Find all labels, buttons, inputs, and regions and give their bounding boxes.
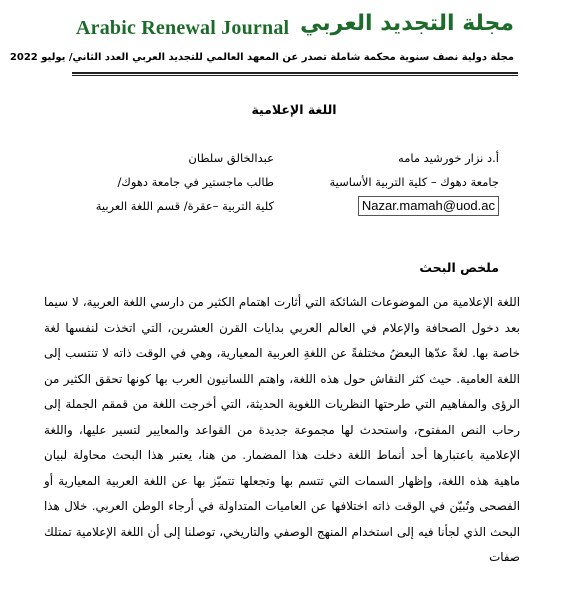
abstract-heading: ملخص البحث <box>419 260 499 275</box>
author-block-1 <box>329 146 499 218</box>
header-rule-thin <box>72 75 518 76</box>
header-rule <box>72 72 518 74</box>
paper-title: اللغة الإعلامية <box>251 102 337 117</box>
author-affiliation: كلية التربية –عقرة/ قسم اللغة العربية <box>95 199 274 213</box>
author-block-2 <box>96 146 274 218</box>
journal-name-arabic: مجلة التجديد العربي <box>300 11 514 36</box>
journal-header <box>0 0 588 80</box>
author-affiliation: جامعة دهوك – كلية التربية الأساسية <box>329 175 499 189</box>
abstract-text: اللغة الإعلامية من الموضوعات الشائكة التي أثارت اهتمام الكثير من دارسي اللغة العربية، لا سيما بعد دخول الصحافة والإعلام في العالم العربي بدايات القرن العشرين، التي اتخذت لنفسها لغة خاصة بها. لغةً عدّها البعضُ مختلفةً عن اللغةِ العربية المعيارية، وهي في الوقت ذاته لا تنتسب إلى اللغة العامية. حيث كثر النقاش حول هذه اللغة، واهتم اللسانيون العرب بها كونها تحقق الكثير من الرؤى والمفاهيم التي طرحتها النظريات اللغوية الحديثة، التي أخرجت اللغة من قمقم الجملة إلى رحاب النص المفتوح، واستحدث لها مجموعة جديدة من القواعد والمعايير لتسير عليها، واللغة الإعلامية باعتبارها أحد أنماط اللغة دخلت هذا المضمار. من هنا، يعتبر هذا البحث محاولة لبيان ماهية هذه اللغة، وإظهار السمات التي تتسم بها وتجعلها تتميّز بها عن اللغة العربية المعيارية أو الفصحى وتُبيّن في الوقت ذاته اختلافها عن العاميات المتداولة في أرجاء الوطن العربي. خلال هذا البحث الذي لجأنا فيه إلى استخدام المنهج الوصفي والتاريخي، توصلنا إلى أن اللغة الإعلامية تمتلك صفات <box>44 295 520 564</box>
author-role: طالب ماجستير في جامعة دهوك/ <box>117 175 274 189</box>
author-name: أ.د نزار خورشيد مامه <box>398 151 499 165</box>
abstract-body <box>44 290 520 571</box>
author-name: عبدالخالق سلطان <box>188 151 274 165</box>
author-email[interactable]: Nazar.mamah@uod.ac <box>358 196 499 216</box>
journal-name-english: Arabic Renewal Journal <box>76 17 290 39</box>
journal-subtitle: مجلة دولية نصف سنوية محكمة شاملة تصدر عن المعهد العالمي للتجديد العربي العدد الثاني/ يوليو 2022 <box>9 52 514 63</box>
